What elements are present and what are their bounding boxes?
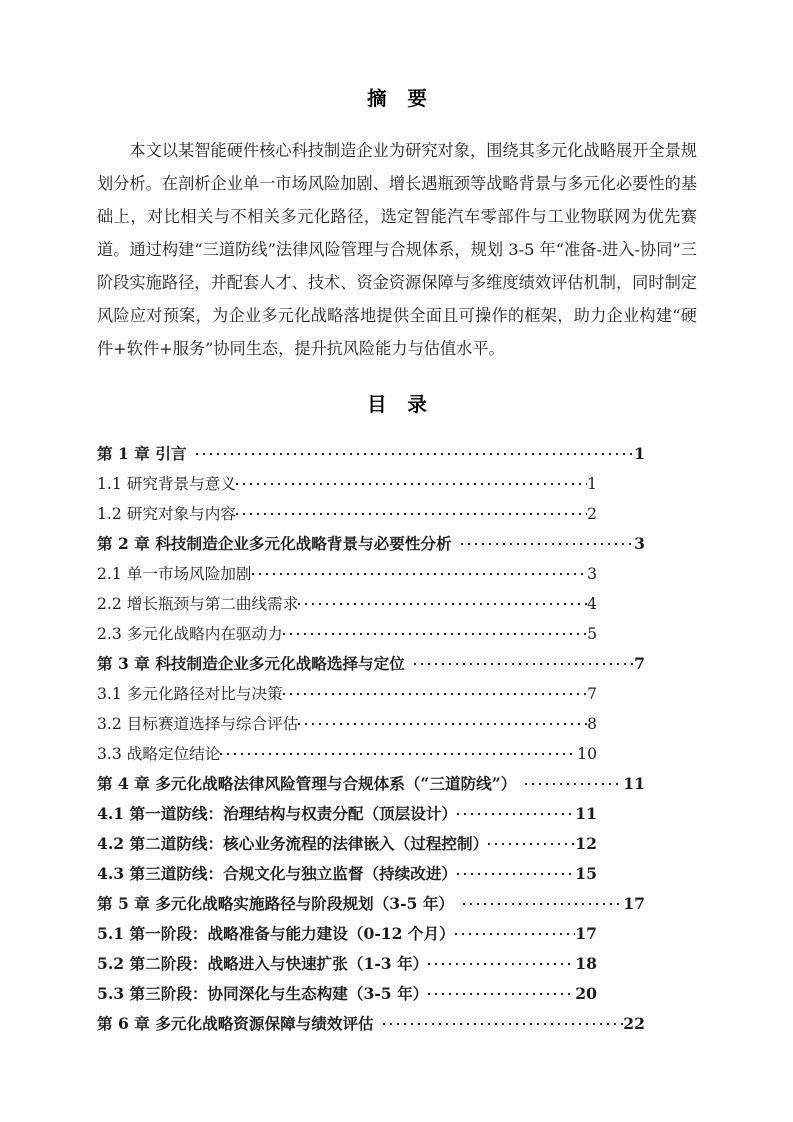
toc-entry-title: 2.1 单一市场风险加剧 — [97, 565, 252, 584]
toc-entry[interactable] — [97, 709, 597, 739]
toc-entry-title: 1.2 研究对象与内容 — [97, 505, 236, 524]
toc-dot-leader — [252, 564, 588, 580]
toc-entry[interactable] — [97, 619, 597, 649]
toc-dot-leader — [463, 894, 623, 910]
toc-entry[interactable] — [97, 499, 597, 529]
toc-list — [97, 417, 697, 1039]
toc-dot-leader — [428, 954, 575, 970]
toc-dot-leader — [283, 684, 587, 700]
toc-entry-title: 第 2 章 科技制造企业多元化战略背景与必要性分析 — [97, 534, 452, 554]
toc-entry-page-number: 15 — [575, 864, 597, 884]
toc-entry[interactable] — [97, 679, 597, 709]
toc-dot-leader — [383, 1014, 624, 1030]
toc-entry[interactable] — [97, 589, 597, 619]
toc-entry-title: 5.3 第三阶段：协同深化与生态构建（3-5 年） — [97, 984, 429, 1004]
toc-entry-title: 5.2 第二阶段：战略进入与快速扩张（1-3 年） — [97, 954, 429, 974]
toc-dot-leader — [298, 714, 587, 730]
toc-dot-leader — [220, 744, 577, 760]
toc-entry-page-number: 3 — [587, 565, 597, 584]
toc-dot-leader — [196, 444, 635, 460]
toc-entry-page-number: 17 — [575, 924, 597, 944]
toc-entry-title: 4.2 第二道防线：核心业务流程的法律嵌入（过程控制） — [97, 834, 489, 854]
toc-dot-leader — [461, 534, 635, 550]
toc-entry[interactable] — [97, 559, 597, 589]
toc-entry-title: 3.1 多元化路径对比与决策 — [97, 685, 283, 704]
toc-entry[interactable] — [97, 889, 645, 919]
toc-entry-title: 3.3 战略定位结论 — [97, 745, 221, 764]
toc-entry[interactable] — [97, 769, 645, 799]
toc-dot-leader — [236, 474, 587, 490]
toc-entry[interactable] — [97, 949, 597, 979]
toc-entry-page-number: 7 — [587, 685, 597, 704]
toc-dot-leader — [525, 774, 623, 790]
toc-entry[interactable] — [97, 529, 645, 559]
toc-entry-page-number: 7 — [634, 654, 645, 674]
toc-dot-leader — [283, 624, 587, 640]
toc-dot-leader — [298, 594, 587, 610]
toc-entry-title: 第 3 章 科技制造企业多元化战略选择与定位 — [97, 654, 405, 674]
toc-entry[interactable] — [97, 829, 597, 859]
toc-entry-page-number: 11 — [623, 774, 645, 794]
toc-dot-leader — [236, 504, 587, 520]
toc-entry[interactable] — [97, 439, 645, 469]
toc-dot-leader — [457, 804, 575, 820]
toc-entry-title: 第 5 章 多元化战略实施路径与阶段规划（3-5 年） — [97, 894, 455, 914]
toc-heading: 目 录 — [367, 393, 434, 416]
toc-entry-page-number: 3 — [634, 534, 645, 554]
toc-entry-page-number: 5 — [587, 625, 597, 644]
toc-entry-page-number: 11 — [575, 804, 597, 824]
toc-entry[interactable] — [97, 649, 645, 679]
abstract-body-text: 本文以某智能硬件核心科技制造企业为研究对象，围绕其多元化战略展开全景规划分析。在剖析企业单一市场风险加剧、增长遇瓶颈等战略背景与多元化必要性的基础上，对比相关与不相关多元化路径，选定智能汽车零部件与工业物联网为优先赛道。通过构建“三道防线”法律风险管理与合规体系，规划 3-5 年“准备-进入-协同”三阶段实施路径，并配套人才、技术、资金资源保障与多维度绩效评估机制，同时制定风险应对预案，为企业多元化战略落地提供全面且可操作的框架，助力企业构建“硬件+软件+服务”协同生态，提升抗风险能力与估值水平。 — [97, 141, 697, 359]
toc-entry-page-number: 2 — [587, 505, 597, 524]
toc-dot-leader — [455, 924, 576, 940]
toc-entry-title: 2.2 增长瓶颈与第二曲线需求 — [97, 595, 299, 614]
toc-dot-leader — [488, 834, 575, 850]
toc-entry-title: 1.1 研究背景与意义 — [97, 475, 236, 494]
toc-entry[interactable] — [97, 859, 597, 889]
toc-entry[interactable] — [97, 739, 597, 769]
toc-entry-title: 4.3 第三道防线：合规文化与独立监督（持续改进） — [97, 864, 458, 884]
toc-entry-title: 第 6 章 多元化战略资源保障与绩效评估 — [97, 1014, 374, 1034]
toc-entry[interactable] — [97, 799, 597, 829]
toc-entry[interactable] — [97, 919, 597, 949]
toc-entry[interactable] — [97, 469, 597, 499]
toc-entry-title: 2.3 多元化战略内在驱动力 — [97, 625, 283, 644]
toc-entry-page-number: 1 — [634, 444, 645, 464]
toc-entry-page-number: 10 — [577, 745, 597, 764]
toc-entry-page-number: 22 — [623, 1014, 645, 1034]
toc-entry-title: 5.1 第一阶段：战略准备与能力建设（0-12 个月） — [97, 924, 455, 944]
toc-entry[interactable] — [97, 979, 597, 1009]
toc-entry-title: 第 4 章 多元化战略法律风险管理与合规体系（“三道防线”） — [97, 774, 517, 794]
table-of-contents-section — [97, 392, 697, 1039]
toc-entry-page-number: 1 — [587, 475, 597, 494]
toc-entry-title: 3.2 目标赛道选择与综合评估 — [97, 715, 299, 734]
toc-entry-title: 第 1 章 引言 — [97, 444, 187, 464]
toc-entry-title: 4.1 第一道防线：治理结构与权责分配（顶层设计） — [97, 804, 458, 824]
toc-entry-page-number: 8 — [587, 715, 597, 734]
toc-entry-page-number: 18 — [575, 954, 597, 974]
toc-entry[interactable] — [97, 1009, 645, 1039]
toc-entry-page-number: 17 — [623, 894, 645, 914]
toc-dot-leader — [414, 654, 634, 670]
toc-dot-leader — [457, 864, 575, 880]
toc-entry-page-number: 4 — [587, 595, 597, 614]
toc-dot-leader — [428, 984, 575, 1000]
toc-entry-page-number: 12 — [575, 834, 597, 854]
abstract-section — [97, 86, 697, 365]
toc-entry-page-number: 20 — [575, 984, 597, 1004]
abstract-heading: 摘 要 — [367, 87, 434, 110]
